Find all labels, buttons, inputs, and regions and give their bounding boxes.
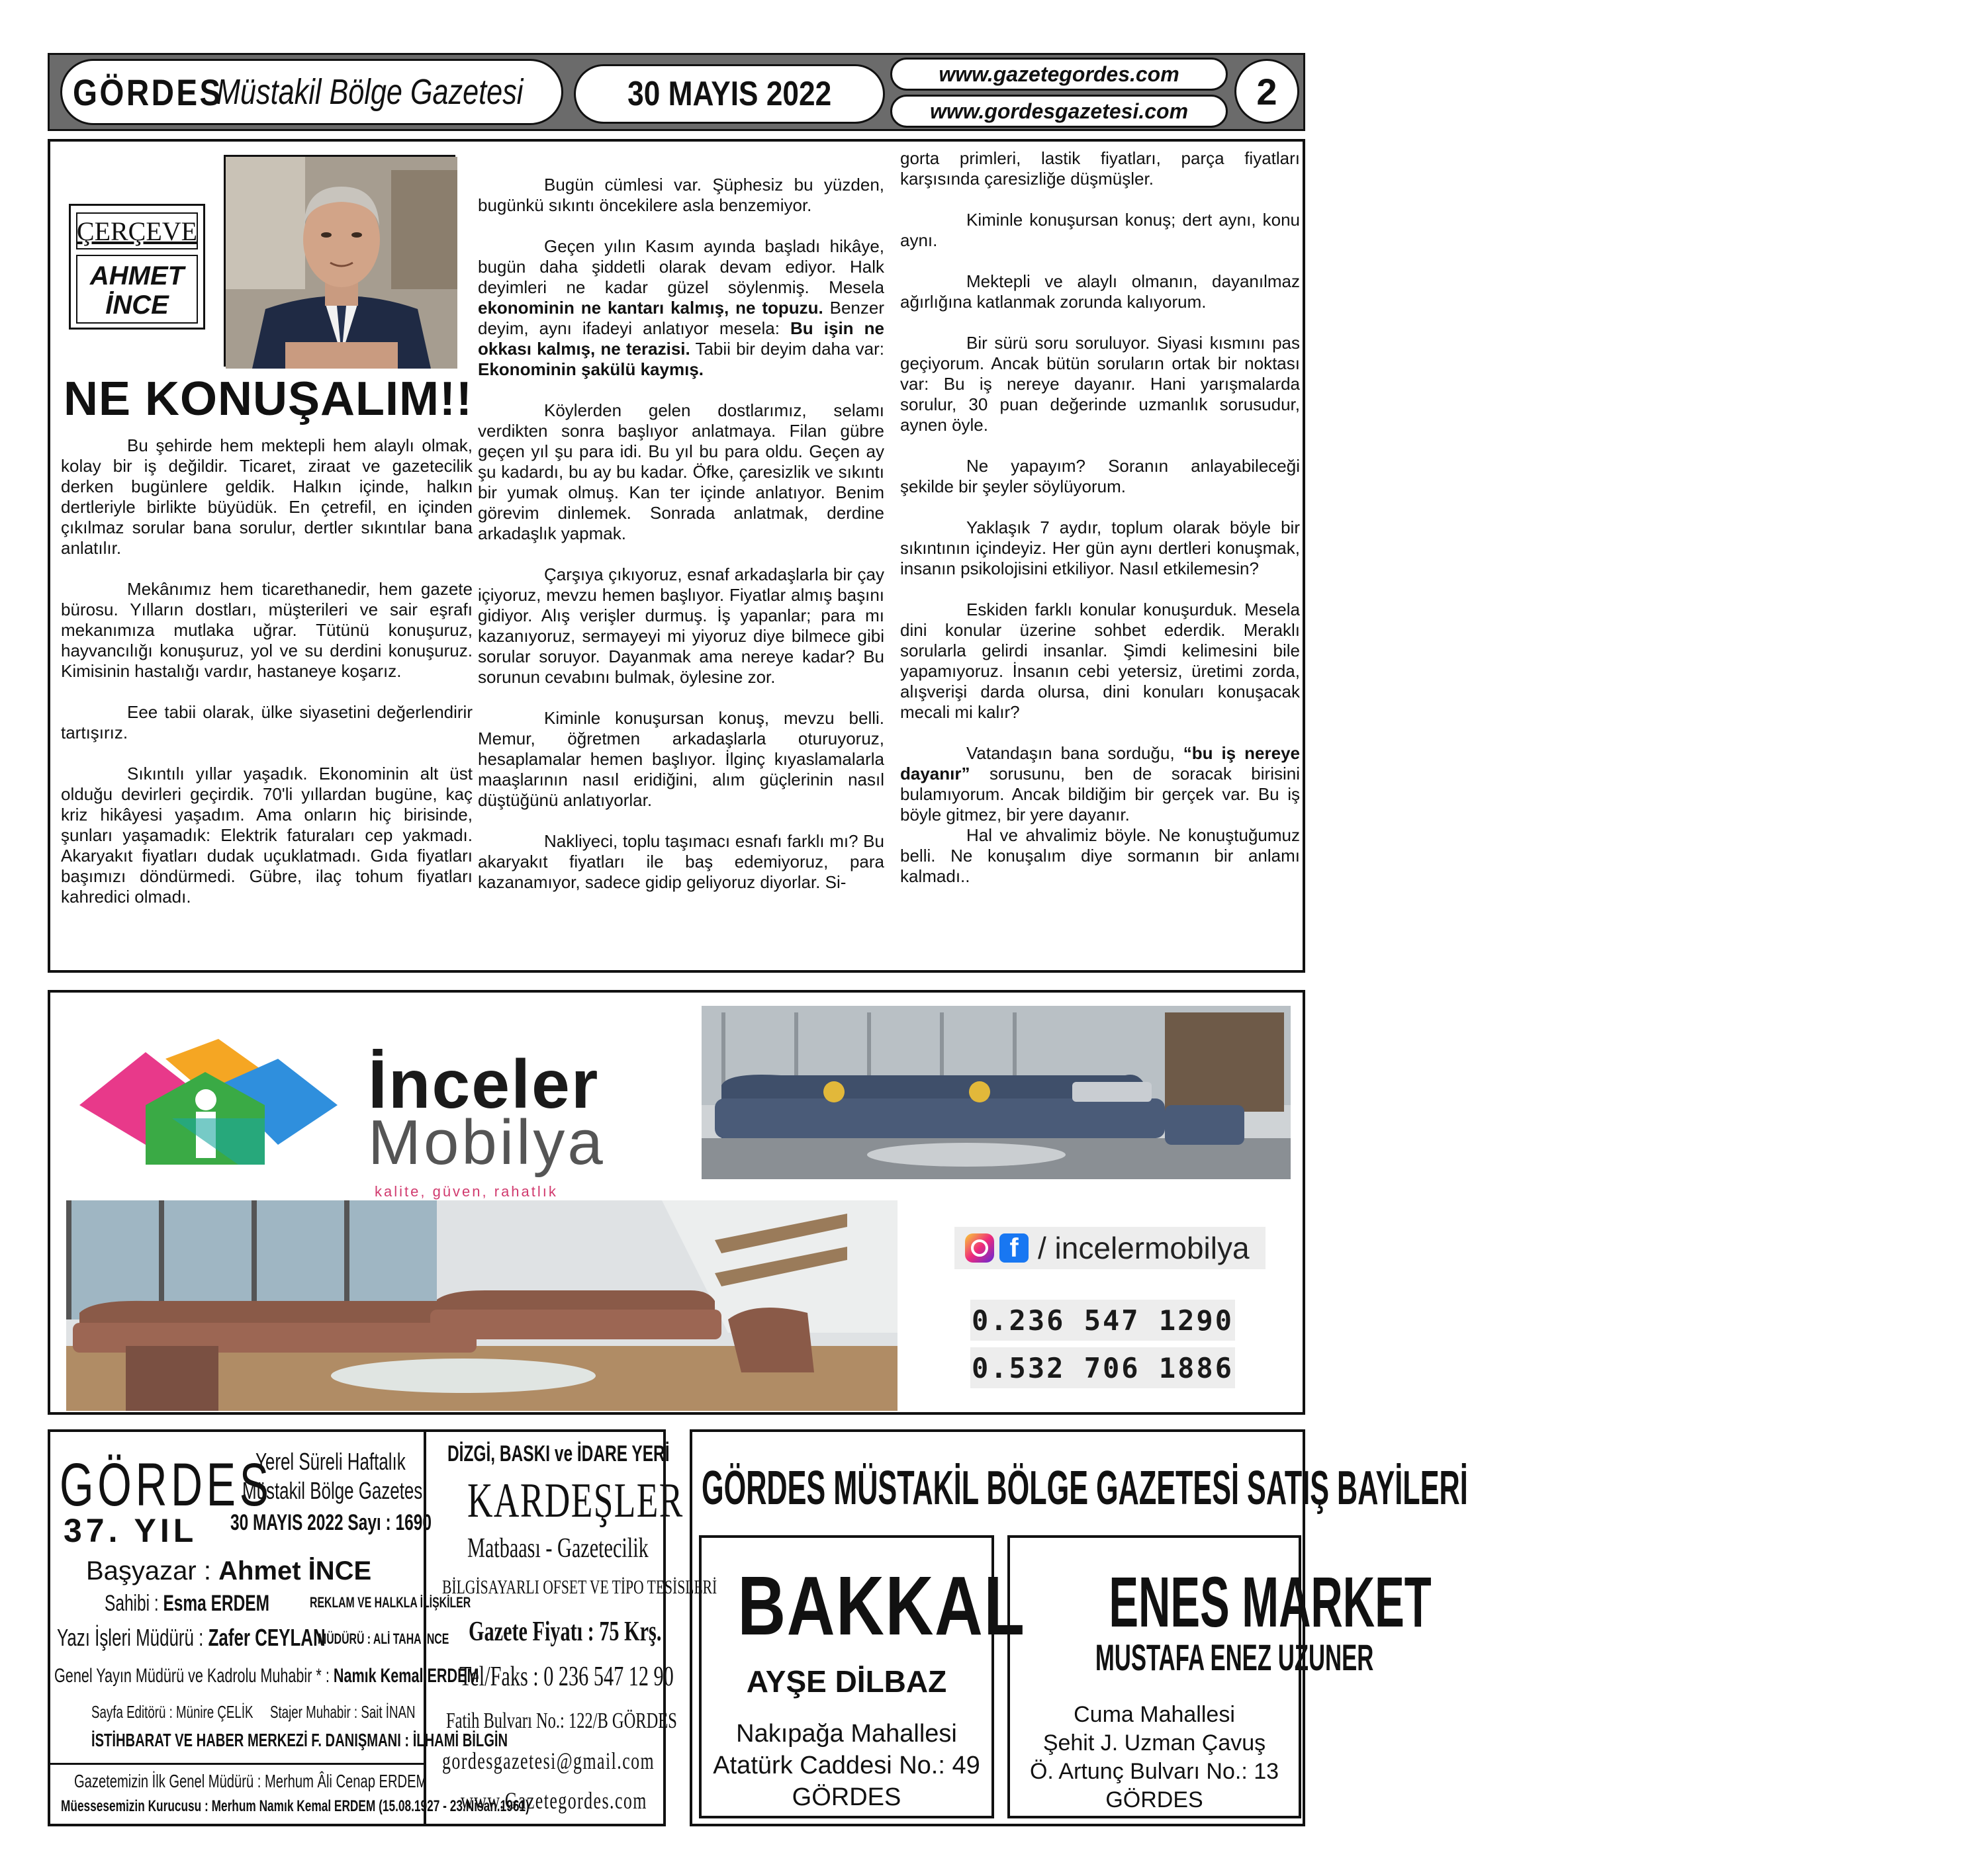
- article-column-3: [900, 148, 1300, 887]
- paragraph: Sıkıntılı yıllar yaşadık. Ekonominin alt üst olduğu devirleri geçirdik. 70'li yıllardan bugüne, kaç kriz hikâyesi yaşadım. Ama onların hiç birisinde, şunları yaşamadık: Elektrik faturaları cep yakmadı. Akaryakıt fiyatları dudak uçuklatmadı. Gıda fiyatları başımızı döndürmedi. Gübre, ilaç tohum fiyatları kahredici olmadı.: [61, 764, 473, 907]
- imprint-founder-text: Müessesemizin Kurucusu : Merhum Namık Kemal ERDEM (15.08.1927 - 23.Nisan.1961): [61, 1797, 529, 1815]
- imprint-type-2: [242, 1477, 498, 1505]
- dealer-2-name-text: ENES MARKET: [1109, 1562, 1432, 1642]
- imprint-chief-writer: [86, 1556, 371, 1586]
- masthead-paper-name: GÖRDES: [73, 71, 223, 113]
- column-section-label: ÇERÇEVE: [76, 212, 198, 249]
- address-line: Cuma Mahallesi: [1074, 1702, 1235, 1727]
- imprint-owner: [105, 1591, 334, 1617]
- printer-phone-text: Tel/Faks : 0 236 547 12 90: [459, 1662, 674, 1692]
- text-span: Tabii bir deyim daha var:: [695, 339, 884, 359]
- column-badge: [69, 204, 205, 330]
- dealer-1-owner: AYŞE DİLBAZ: [746, 1664, 947, 1699]
- masthead-subtitle: Müstakil Bölge Gazetesi: [216, 72, 524, 112]
- column-author-last: İNCE: [105, 290, 169, 320]
- article-column-1: [61, 435, 473, 907]
- article-frame: [48, 139, 1305, 973]
- label: Sahibi :: [105, 1591, 159, 1616]
- article-column-2: [478, 175, 884, 893]
- paragraph: Mekânımız hem ticarethanedir, hem gazete bürosu. Yılların dostları, müşterileri ve sair eşrafı mekanımıza mutlaka uğrar. Tütünü konuşuruz, hayvancılığı konuşuruz, yol ve su derdini konuşuruz. Kimisinin hastalığı vardır, hastaneye koşarız.: [61, 579, 473, 681]
- facebook-icon: f: [999, 1233, 1029, 1263]
- furniture-advertisement: [48, 990, 1305, 1415]
- imprint-paper-name-text: GÖRDES: [60, 1451, 273, 1519]
- dealer-1-name: [702, 1558, 1026, 1654]
- paragraph: Yaklaşık 7 aydır, toplum olarak böyle bir sıkıntının içindeyiz. Her gün aynı dertleri konuşmak, insanın psikolojisini etkiliyor. Nasıl etkilemesin?: [900, 517, 1300, 578]
- printer-address-text: Fatih Bulvarı No.: 122/B GÖRDES: [446, 1709, 677, 1733]
- ad-tagline: kalite, güven, rahatlık: [375, 1183, 558, 1200]
- imprint-page-editor-text: Sayfa Editörü : Münire ÇELİK: [91, 1702, 253, 1722]
- address-line: Şehit J. Uzman Çavuş: [1042, 1730, 1266, 1756]
- label: Yazı İşleri Müdürü :: [57, 1624, 204, 1651]
- imprint-gm-text: [54, 1665, 479, 1687]
- dealer-card-enes-market: [1007, 1535, 1432, 1818]
- value: Esma ERDEM: [163, 1591, 269, 1616]
- column-author-first: AHMET: [89, 261, 185, 290]
- address-line: Atatürk Caddesi No.: 49: [713, 1752, 980, 1779]
- imprint-pr-title-text: REKLAM VE HALKLA İLİŞKİLER: [310, 1594, 471, 1611]
- paragraph-with-idioms: [478, 236, 884, 380]
- dealer-2-owner-text: MUSTAFA ENEZ UZUNER: [1095, 1636, 1374, 1678]
- ad-social-text: / incelermobilya: [1038, 1231, 1250, 1265]
- page-number: 2: [1234, 59, 1299, 124]
- text-span: sorusunu, ben de soracak birisini bulamıyorum. Ancak bildiğim bir gerçek var. Bu iş böyle gitmez, bir yere dayanır.: [900, 764, 1300, 825]
- dealer-2-owner: [1010, 1636, 1374, 1679]
- imprint-editor-text: [57, 1624, 326, 1652]
- imprint-year: 37. YIL: [64, 1512, 198, 1549]
- paragraph: Kiminle konuşursan konuş; dert aynı, konu aynı.: [900, 210, 1300, 250]
- dealer-2-name: [1010, 1560, 1432, 1643]
- text-span: Vatandaşın bana sorduğu,: [966, 743, 1175, 763]
- dealer-card-bakkal: [699, 1535, 1026, 1818]
- column-author: [76, 255, 198, 324]
- paragraph: Bu şehirde hem mektepli hem alaylı olmak, kolay bir iş değildir. Ticaret, ziraat ve gazetecilik derken bugünlere geldik. Halkın içinde, halkın dertleriyle birlikte büyüdük. En çetrefil, en içinden çıkılmaz sorular bana sorulur, dertler sıkıntılar bana anlatılır.: [61, 435, 473, 558]
- printer-facility-text: BİLGİSAYARLI OFSET VE TİPO TESİSLERİ: [442, 1576, 717, 1598]
- paragraph: Eee tabii olarak, ülke siyasetini değerlendirir tartışırız.: [61, 702, 473, 742]
- address-line: Ö. Artunç Bulvarı No.: 13: [1029, 1759, 1279, 1784]
- paragraph-with-quote: [900, 743, 1300, 825]
- printer-email-text: gordesgazetesi@gmail.com: [442, 1748, 655, 1774]
- masthead: [48, 53, 1305, 131]
- imprint-intel-text: İSTİHBARAT VE HABER MERKEZİ F. DANIŞMANI : İLHAMİ BİLGİN: [91, 1730, 508, 1750]
- masthead-date-pill: [574, 64, 885, 124]
- author-portrait-illustration: [226, 157, 457, 369]
- label: Başyazar :: [86, 1556, 211, 1586]
- newspaper-price-text: Gazete Fiyatı : 75 Krş.: [469, 1617, 662, 1647]
- paragraph: Çarşıya çıkıyoruz, esnaf arkadaşlarla bir çay içiyoruz, mevzu hemen başlıyor. Fiyatlar almış başını gidiyor. Alış verişler durmuş. İş yapanlar; para mı kazanıyoruz, sermayeyi mi yiyoruz diye bilmece gibi sorular soruyor. Dayanmak ama nereye kadar? Bu sorunun cevabını bulmak, öylesine zor.: [478, 564, 884, 687]
- printer-subtitle-text: Matbaası - Gazetecilik: [467, 1533, 649, 1564]
- printer-section-title-text: DİZGİ, BASKI ve İDARE YERİ: [447, 1441, 670, 1466]
- masthead-url-1[interactable]: www.gazetegordes.com: [939, 62, 1179, 86]
- imprint-intern-text: Stajer Muhabir : Sait İNAN: [270, 1702, 416, 1722]
- inceler-house-logo-icon: [66, 1032, 344, 1178]
- imprint-pr-name-text: MÜDÜRÜ : ALİ TAHA İNCE: [318, 1630, 449, 1647]
- imprint-issue-text: 30 MAYIS 2022 Sayı : 1690: [230, 1510, 432, 1535]
- paragraph: Nakliyeci, toplu taşımacı esnafı farklı mı? Bu akaryakıt fiyatları ile baş edemiyoruz, para kazanamıyor, sadece gidip geliyoruz diyorlar. Si-: [478, 831, 884, 892]
- masthead-date: 30 MAYIS 2022: [627, 75, 831, 113]
- text-span: Geçen yılın Kasım ayında başladı hikâye, bugün daha şiddetli olarak devam ediyor. Halk deyimleri ne kadar güzel söylenmiş. Mesela: [478, 236, 884, 297]
- paragraph: Kiminle konuşursan konuş, mevzu belli. Memur, öğretmen arkadaşlarla oturuyoruz, hesaplamalar hemen başlıyor. İlginç kıyaslamalarla maaşlarının nasıl eridiğini, alım güçlerinin nasıl düştüğünü anlatıyorlar.: [478, 708, 884, 810]
- paragraph: Köylerden gelen dostlarımız, selamı verdikten sonra başlıyor anlatmaya. Filan gübre geçen yıl şu para idi. Bu yıl bu para oldu. Geçen ay şu kadardı, bu ay bu kadar. Öfke, çaresizlik ve sıkıntı bir yumak olmuş. Kan ter içinde anlatıyor. Benim görevim dinlemek. Sonrada anlatmak, derdine arkadaşlık yapmak.: [478, 400, 884, 543]
- value: Namık Kemal ERDEM: [333, 1665, 479, 1687]
- sofa-showroom-photo-2: [66, 1200, 897, 1411]
- dealer-2-address: [1010, 1701, 1299, 1814]
- masthead-url-pill-1: [890, 58, 1228, 91]
- imprint-first-gm-text: Gazetemizin İlk Genel Müdürü : Merhum Âli Cenap ERDEM: [74, 1771, 428, 1791]
- dealers-title: [702, 1461, 1979, 1515]
- label: Genel Yayın Müdürü ve Kadrolu Muhabir * :: [54, 1665, 330, 1687]
- article-headline: NE KONUŞALIM!!: [64, 373, 473, 425]
- ad-phone-landline[interactable]: 0.236 547 1290: [970, 1300, 1235, 1341]
- masthead-url-pill-2: [890, 95, 1228, 128]
- quote-bold: “bu iş nereye dayanır”: [900, 743, 1300, 783]
- imprint-box: [48, 1429, 717, 1826]
- idiom-bold-1: ekonominin ne kantarı kalmış, ne topuzu.: [478, 298, 823, 318]
- imprint-type-1: [255, 1448, 464, 1476]
- imprint-divider-horizontal: [50, 1763, 424, 1765]
- masthead-url-2[interactable]: www.gordesgazetesi.com: [929, 99, 1189, 123]
- printer-website[interactable]: [461, 1787, 720, 1814]
- paragraph: Bir sürü soru soruluyor. Siyasi kısmını pas geçiyorum. Ancak bütün soruların ortak bir noktası var: Bu iş nereye dayanır. Hani yarışmalarda sorulur, 30 puan değerinde uzmanlık sorusudur, aynen öyle.: [900, 333, 1300, 435]
- printer-name-text: KARDEŞLER: [467, 1474, 684, 1528]
- paragraph: Bugün cümlesi var. Şüphesiz bu yüzden, bugünkü sıkıntı öncekilere asla benzemiyor.: [478, 175, 884, 215]
- paragraph-continued: gorta primleri, lastik fiyatları, parça fiyatları karşısında çaresizliğe düşmüşler.: [900, 148, 1300, 189]
- imprint-type-2-text: Müstakil Bölge Gazetesi: [242, 1477, 427, 1504]
- ad-phone-mobile[interactable]: 0.532 706 1886: [970, 1347, 1235, 1388]
- paragraph: Mektepli ve alaylı olmanın, dayanılmaz ağırlığına katlanmak zorunda kalıyorum.: [900, 271, 1300, 312]
- printer-subtitle: [467, 1533, 719, 1564]
- idiom-bold-2: Bu işin ne okkası kalmış, ne terazisi.: [478, 318, 884, 359]
- dealers-title-text: GÖRDES MÜSTAKİL BÖLGE GAZETESİ SATIŞ BAYİLERİ: [702, 1462, 1468, 1515]
- ad-brand-name: İnceler: [368, 1046, 600, 1123]
- text-span: Benzer deyim, aynı ifadeyi anlatıyor mesela:: [478, 298, 884, 338]
- author-photo: [224, 155, 455, 367]
- dealer-1-address: [702, 1718, 991, 1813]
- printer-website-text: www.Gazetegordes.com: [461, 1787, 647, 1814]
- paragraph: Ne yapayım? Soranın anlayabileceği şekilde bir şeyler söylüyorum.: [900, 456, 1300, 496]
- ad-social-handle[interactable]: [954, 1227, 1266, 1269]
- imprint-type-1-text: Yerel Süreli Haftalık: [255, 1448, 406, 1475]
- ad-brand-category: Mobilya: [368, 1107, 606, 1178]
- dealers-box: [690, 1429, 1468, 1826]
- address-line: Nakıpağa Mahallesi: [736, 1720, 957, 1748]
- imprint-intern: [270, 1702, 472, 1722]
- value: Zafer CEYLAN: [208, 1624, 326, 1651]
- value: Ahmet İNCE: [218, 1556, 372, 1586]
- address-line: GÖRDES: [1105, 1787, 1203, 1812]
- paragraph: Eskiden farklı konular konuşurduk. Mesela dini konular üzerine sohbet ederdik. Meraklı sorularla gelirdi insanlar. Şimdi kelimesini bile yapamıyoruz. İnsanın cebi yetersiz, üretimi zorda, alışverişi darda olursa, dini konuları konuşacak mecali mi kalır?: [900, 600, 1300, 722]
- address-line: GÖRDES: [792, 1783, 901, 1811]
- paragraph-closing: Hal ve ahvalimiz böyle. Ne konuştuğumuz belli. Ne konuşalım diye sormanın bir anlamı kalmadı..: [900, 825, 1300, 886]
- instagram-icon: [965, 1233, 994, 1263]
- masthead-title-pill: [60, 59, 563, 125]
- imprint-owner-text: [105, 1591, 269, 1617]
- sofa-showroom-photo-1: [702, 1006, 1291, 1179]
- dealer-1-name-text: BAKKAL: [737, 1559, 1026, 1652]
- idiom-bold-3: Ekonominin şakülü kaymış.: [478, 359, 704, 379]
